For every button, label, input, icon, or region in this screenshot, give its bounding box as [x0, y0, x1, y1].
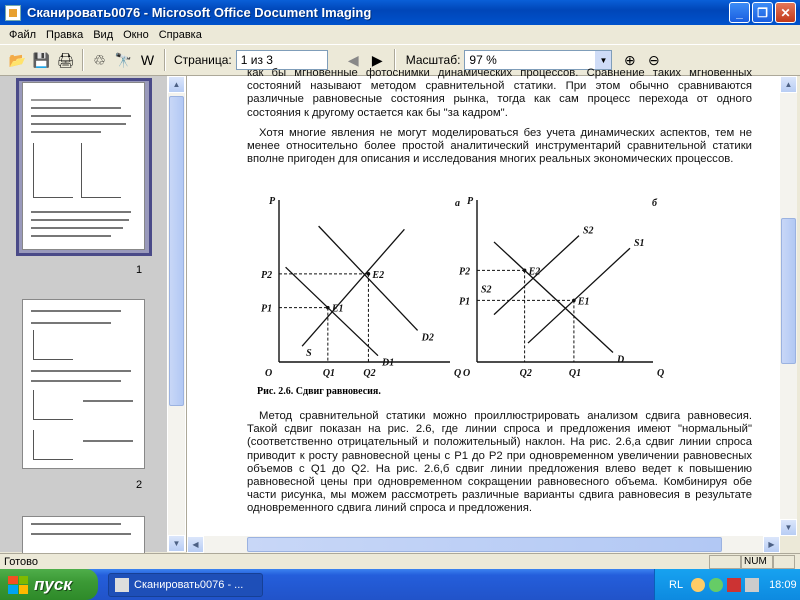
menu-view[interactable]: Вид	[93, 28, 114, 41]
save-icon[interactable]: 💾	[32, 51, 51, 68]
toolbar-separator	[164, 49, 166, 71]
chart-panel-b	[459, 196, 664, 379]
y-tick-label: P1	[459, 296, 471, 308]
equilibrium-point	[523, 269, 527, 273]
status-bar	[0, 553, 800, 569]
panel-label: б	[652, 198, 657, 209]
clock: 18:09	[769, 578, 797, 591]
find-icon[interactable]: 🔭	[114, 51, 133, 68]
rescan-icon[interactable]: ♲	[93, 51, 106, 68]
y-tick-label: P2	[459, 266, 471, 278]
zoom-in-icon[interactable]: ⊕	[624, 51, 636, 68]
scroll-up-icon[interactable]: ▲	[168, 76, 185, 93]
equilibrium-label: E2	[528, 266, 541, 278]
start-button[interactable]	[0, 569, 98, 600]
equilibrium-label: E1	[577, 296, 590, 308]
document-paragraph: как бы мгновенные фотоснимки динамических процессов. Сравнение таких мгновенных состояний называют методом сравнительной статики. При этом обычно сравниваются различные равновесные состояния рынка, тогда как сам процесс перехода от одного состояния к другому остается как бы "за кадром".	[247, 67, 752, 119]
num-lock-indicator: NUM	[741, 555, 773, 569]
thumbnail-figure-icon	[33, 330, 73, 360]
scrollbar-thumb[interactable]	[781, 218, 796, 364]
zoom-out-icon[interactable]: ⊖	[648, 51, 660, 68]
curve-label: D2	[421, 332, 434, 344]
x-axis-label: Q	[454, 368, 462, 379]
equilibrium-point	[572, 299, 576, 303]
scroll-up-icon[interactable]: ▲	[780, 76, 797, 93]
volume-icon[interactable]	[745, 578, 759, 592]
taskbar	[0, 569, 800, 600]
document-scrollbar[interactable]	[780, 76, 797, 536]
open-folder-icon[interactable]: 📂	[8, 51, 27, 68]
page-thumbnail-2[interactable]	[22, 299, 145, 469]
curve-label: S2	[583, 225, 594, 237]
x-tick-label: Q1	[568, 368, 582, 379]
x-tick-label: Q2	[363, 368, 376, 379]
tray-icon[interactable]	[691, 578, 705, 592]
thumbnail-label-2: 2	[136, 479, 143, 491]
scroll-down-icon[interactable]: ▼	[168, 535, 185, 552]
scroll-right-icon[interactable]: ▶	[763, 536, 780, 553]
status-text: Готово	[4, 555, 38, 568]
taskbar-window-label: Сканировать0076 - ...	[134, 578, 244, 591]
y-tick-label: P2	[261, 269, 273, 281]
system-tray	[654, 569, 800, 600]
y-tick-label: P1	[261, 303, 273, 315]
zoom-label: Масштаб:	[405, 53, 461, 67]
document-paragraph: Хотя многие явления не могут моделироваться без учета динамических аспектов, тем не менее относительно более простой аналитический инструментарий сравнительной статики вполне пригоден для описания и исследования многих реальных экономических процессов.	[247, 127, 752, 166]
thumbnail-list	[0, 76, 167, 552]
next-page-icon[interactable]: ▶	[371, 51, 383, 68]
menu-bar	[0, 25, 800, 44]
status-panel	[773, 555, 795, 569]
tray-icon[interactable]	[709, 578, 723, 592]
panel-label: а	[455, 198, 460, 209]
thumbnail-pane	[0, 76, 187, 552]
maximize-button[interactable]: ❐	[752, 2, 773, 23]
tray-icon[interactable]	[727, 578, 741, 592]
menu-file[interactable]: Файл	[9, 28, 37, 41]
start-label: пуск	[34, 574, 72, 594]
equilibrium-point	[326, 306, 330, 310]
close-button[interactable]: ✕	[775, 2, 796, 23]
scrollbar-thumb[interactable]	[169, 96, 184, 406]
document-paragraph: Метод сравнительной статики можно проиллюстрировать анализом сдвига равновесия. Такой сдвиг показан на рис. 2.6, где линии спроса и предложения имеют "нормальный" (соответственно отрицательный и положительный) наклон. На рис. 2.6,а сдвиг линии спроса приводит к росту равновесной цены с P1 до P2 при одновременном увеличении равновесных объемов с Q1 до Q2. На рис. 2.6,б сдвиг линии предложения влево ведет к повышению равновесной цены при одновременном сокращении равновесного объема. Комбинируя обе части рисунка, мы можем рассмотреть различные варианты сдвига равновесия в результате одновременного сдвига линий спроса и предложения.	[247, 410, 752, 515]
y-tick-label: S2	[481, 284, 492, 296]
title-bar	[0, 0, 800, 25]
previous-page-icon[interactable]: ◀	[347, 51, 359, 68]
app-icon	[5, 5, 21, 21]
origin-label: O	[265, 368, 273, 379]
send-to-word-icon[interactable]: W	[140, 52, 155, 68]
chart-panel-a	[261, 196, 461, 379]
page-label: Страница:	[174, 53, 232, 67]
equilibrium-point	[367, 272, 371, 276]
menu-help[interactable]: Справка	[158, 28, 202, 41]
y-axis-label: P	[269, 196, 276, 207]
status-panel	[709, 555, 741, 569]
app-icon	[115, 578, 129, 592]
curve-label: D1	[382, 357, 395, 369]
document-view	[187, 67, 780, 536]
scroll-down-icon[interactable]: ▼	[780, 519, 797, 536]
curve-label: S1	[634, 238, 645, 250]
zoom-value: 97 %	[469, 53, 497, 67]
scrollbar-thumb[interactable]	[247, 537, 722, 552]
thumbnail-figure-icon	[33, 390, 73, 420]
figure-caption: Рис. 2.6. Сдвиг равновесия.	[257, 386, 381, 397]
curve-s	[302, 229, 404, 346]
toolbar-separator	[82, 49, 84, 71]
horizontal-scrollbar[interactable]	[187, 536, 780, 553]
equilibrium-label: E1	[331, 303, 344, 315]
thumbnail-figure-icon	[81, 143, 121, 198]
x-tick-label: Q2	[519, 368, 532, 379]
origin-label: O	[463, 368, 471, 379]
curve-label: D	[617, 354, 625, 366]
x-axis-label: Q	[657, 368, 665, 379]
page-thumbnail-3[interactable]	[22, 516, 145, 556]
thumbnail-figure-icon	[33, 430, 73, 460]
curve-label: S	[306, 348, 312, 360]
language-indicator[interactable]: RL	[669, 578, 684, 591]
scroll-left-icon[interactable]: ◀	[187, 536, 204, 553]
menu-edit[interactable]: Правка	[46, 28, 84, 41]
thumbnail-figure-icon	[33, 143, 73, 198]
thumbnail-scrollbar[interactable]	[168, 76, 185, 552]
x-tick-label: Q1	[322, 368, 336, 379]
page-thumbnail-1[interactable]	[22, 82, 145, 250]
minimize-button[interactable]: _	[729, 2, 750, 23]
menu-window[interactable]: Окно	[123, 28, 149, 41]
equilibrium-label: E2	[372, 269, 385, 281]
page-number-input[interactable]: 1 из 3	[236, 50, 328, 70]
y-axis-label: P	[467, 196, 474, 207]
thumbnail-label-1: 1	[136, 264, 143, 276]
windows-logo-icon	[8, 576, 28, 594]
chevron-down-icon[interactable]: ▼	[595, 51, 611, 69]
window-title: Сканировать0076 - Microsoft Office Document Imaging	[27, 5, 372, 20]
print-icon[interactable]: 🖨	[56, 51, 75, 68]
taskbar-window-button[interactable]	[108, 573, 263, 597]
